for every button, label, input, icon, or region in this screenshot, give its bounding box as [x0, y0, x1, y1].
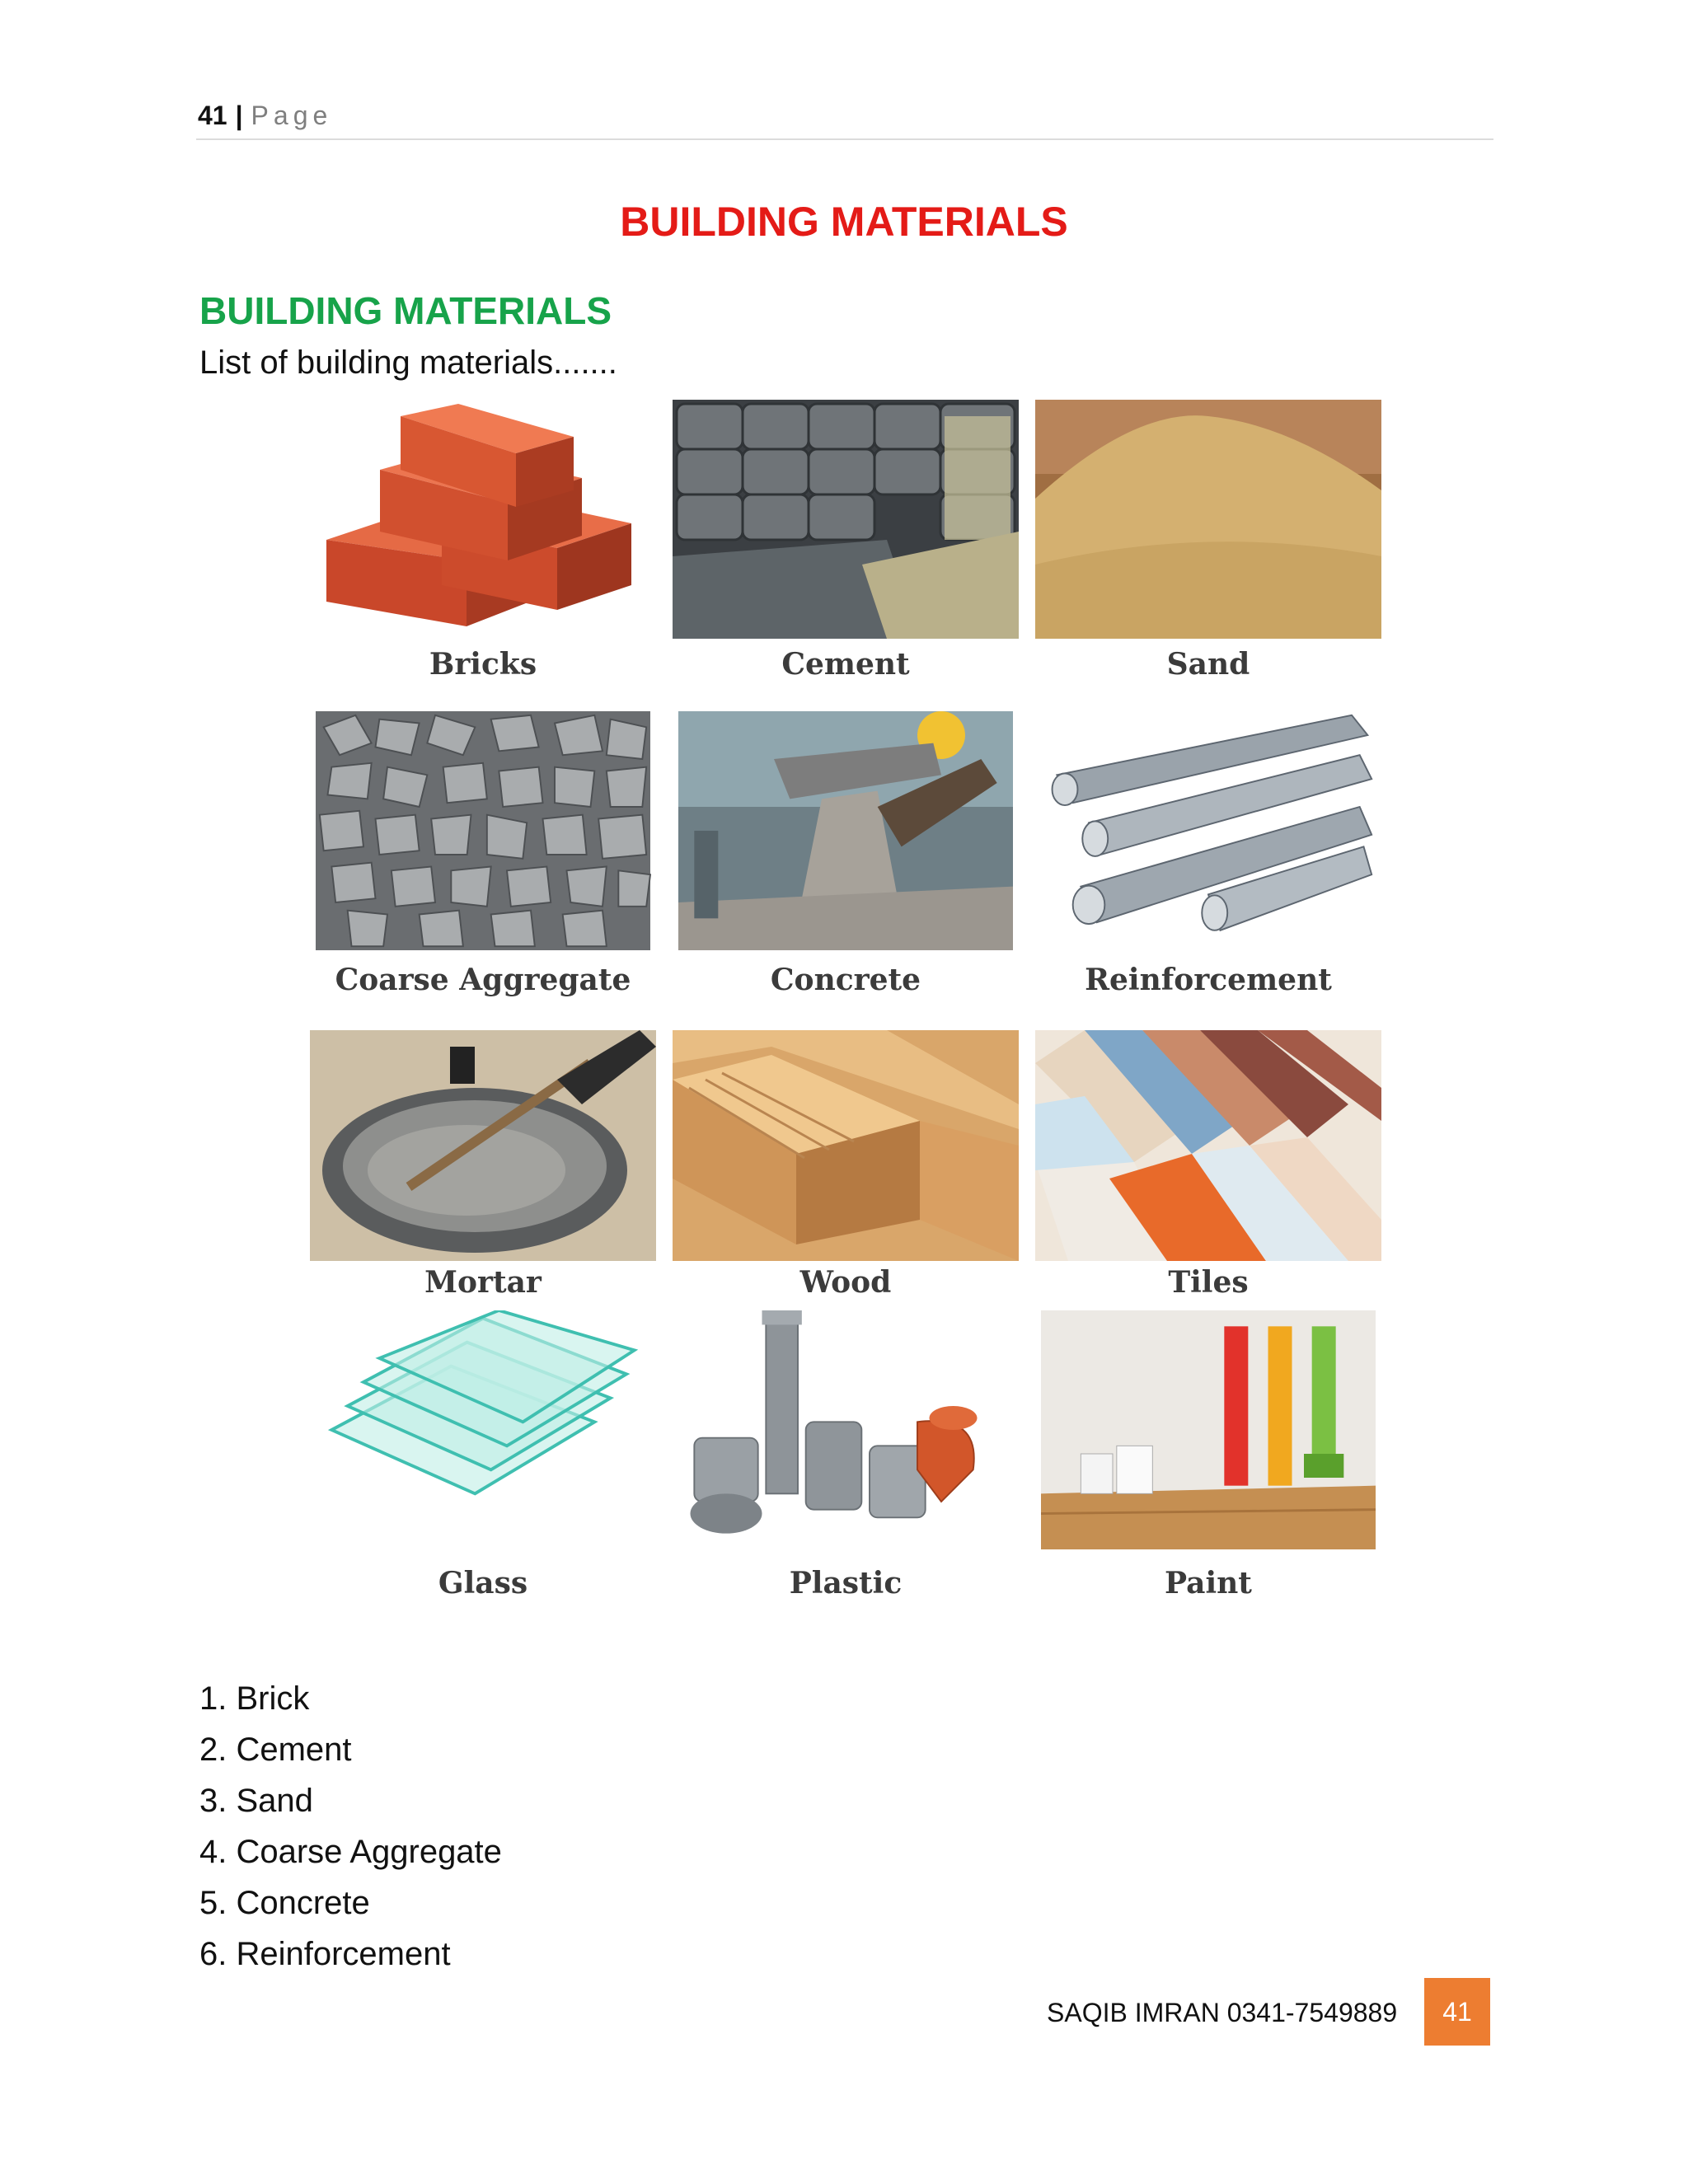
sand-pile-image	[1035, 400, 1381, 639]
material-cell-concrete	[673, 711, 1019, 1012]
caption-concrete: Concrete	[770, 963, 921, 997]
caption-glass: Glass	[438, 1566, 528, 1601]
material-cell-tiles	[1035, 1026, 1381, 1327]
caption-reinforcement: Reinforcement	[1085, 963, 1332, 997]
material-cell-wood	[673, 1026, 1019, 1327]
header-page-number: 41	[198, 101, 227, 130]
materials-image-grid	[310, 400, 1390, 1619]
glass-sheets-image	[310, 1310, 656, 1549]
page-title: BUILDING MATERIALS	[620, 199, 1068, 245]
materials-list	[199, 1673, 502, 1980]
tiles-image	[1035, 1026, 1381, 1265]
caption-plastic: Plastic	[789, 1566, 903, 1601]
pipes-image	[673, 1310, 1019, 1549]
paint-wall-image	[1035, 1310, 1381, 1549]
timber-image	[673, 1026, 1019, 1265]
list-item: 5. Concrete	[199, 1885, 370, 1921]
caption-tiles: Tiles	[1168, 1265, 1249, 1300]
caption-bricks: Bricks	[429, 647, 537, 682]
footer-author: SAQIB IMRAN 0341-7549889	[1047, 1998, 1398, 2027]
list-item: 3. Sand	[199, 1783, 313, 1819]
material-cell-plastic	[673, 1310, 1019, 1611]
page-header	[198, 101, 332, 131]
material-cell-glass	[310, 1310, 656, 1611]
caption-wood: Wood	[799, 1265, 892, 1300]
caption-cement: Cement	[781, 647, 910, 682]
intro-text: List of building materials.......	[199, 344, 617, 381]
caption-sand: Sand	[1166, 647, 1250, 682]
bricks-image	[310, 400, 656, 639]
list-item: 1. Brick	[199, 1680, 310, 1717]
header-separator: |	[235, 101, 243, 130]
section-heading: BUILDING MATERIALS	[199, 289, 612, 332]
caption-coarse-aggregate: Coarse Aggregate	[335, 963, 631, 997]
material-cell-mortar	[310, 1026, 656, 1327]
header-rule	[196, 138, 1493, 140]
material-cell-sand	[1035, 400, 1381, 701]
list-item: 6. Reinforcement	[199, 1936, 451, 1972]
header-page-word: Page	[251, 101, 333, 130]
material-cell-paint	[1035, 1310, 1381, 1611]
mortar-pan-image	[310, 1026, 656, 1265]
footer-page-number-box: 41	[1424, 1978, 1490, 2046]
material-cell-reinforcement	[1035, 711, 1381, 1012]
concrete-pour-image	[673, 711, 1019, 950]
caption-paint: Paint	[1165, 1566, 1252, 1601]
list-item: 4. Coarse Aggregate	[199, 1834, 502, 1870]
material-cell-bricks	[310, 400, 656, 701]
list-item: 2. Cement	[199, 1732, 352, 1768]
cement-bags-image	[673, 400, 1019, 639]
material-cell-coarse-aggregate	[310, 711, 656, 1012]
steel-rebar-image	[1035, 711, 1381, 950]
gravel-image	[310, 711, 656, 950]
material-cell-cement	[673, 400, 1019, 701]
caption-mortar: Mortar	[424, 1265, 542, 1300]
